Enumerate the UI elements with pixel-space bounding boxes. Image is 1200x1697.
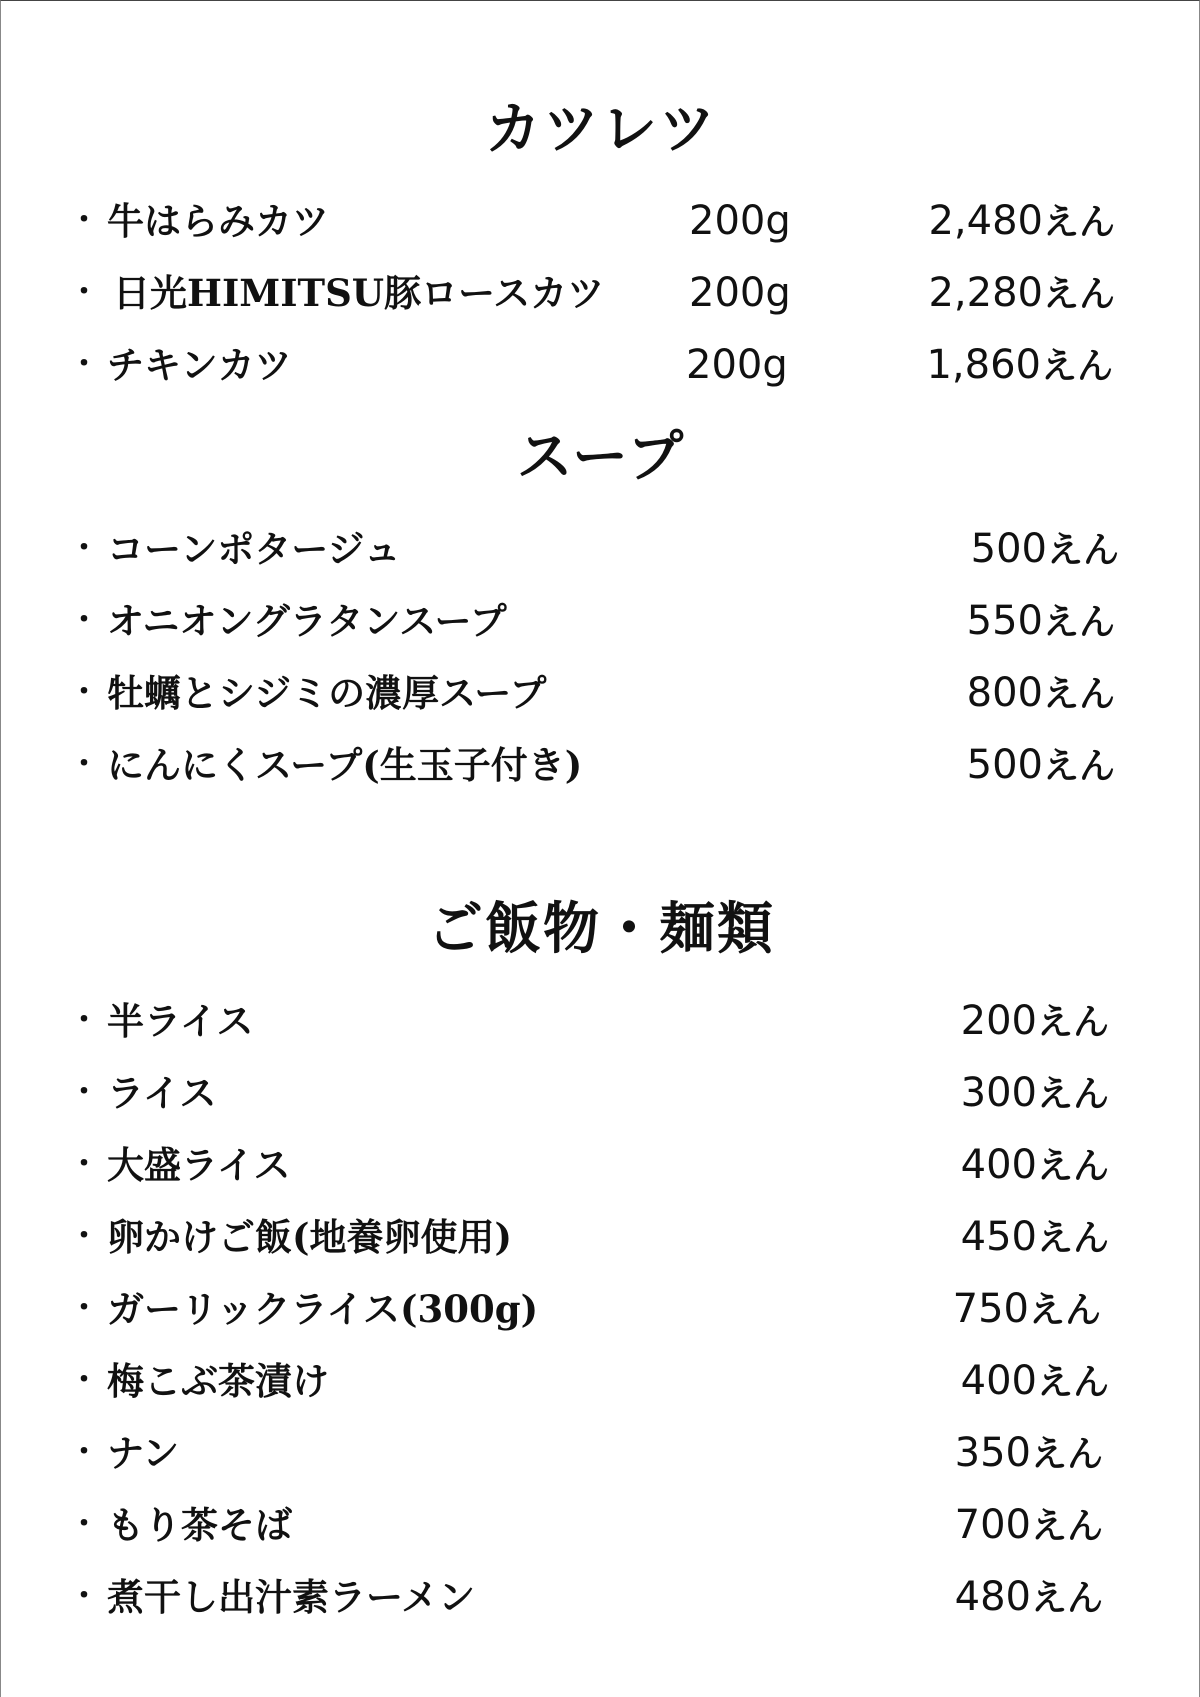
item-price (961, 1351, 1109, 1412)
bullet: ・ (69, 1147, 99, 1182)
item-name: チキンカツ (107, 343, 292, 387)
bullet: ・ (69, 1075, 99, 1110)
bullet: ・ (69, 675, 99, 710)
price-unit: えん (1042, 745, 1115, 787)
menu-item (1, 263, 1200, 323)
price-value: 300 (960, 1070, 1037, 1116)
item-name: もり茶そば (107, 1503, 292, 1547)
menu-item (1, 519, 1200, 579)
price-unit: えん (1042, 273, 1115, 315)
price-unit: えん (1028, 1289, 1101, 1331)
menu-item (1, 1567, 1200, 1627)
item-name: にんにくスープ(生玉子付き) (107, 743, 583, 787)
item-price (928, 263, 1115, 324)
price-unit: えん (1036, 1001, 1109, 1043)
price-value: 800 (966, 670, 1043, 716)
price-unit: えん (1046, 529, 1119, 571)
price-value: 750 (952, 1286, 1029, 1332)
bullet: ・ (69, 1579, 99, 1614)
section-heading-rice-noodles: ご飯物・麺類 (427, 896, 775, 962)
price-unit: えん (1042, 201, 1115, 243)
item-name: 梅こぶ茶漬け (107, 1359, 329, 1403)
bullet: ・ (69, 203, 99, 238)
menu-item (1, 1351, 1200, 1411)
price-value: 400 (960, 1358, 1037, 1404)
item-weight: 200g (686, 342, 788, 388)
price-unit: えん (1040, 345, 1113, 387)
item-price (955, 1423, 1103, 1484)
item-price (953, 1279, 1101, 1340)
item-name: ライス (107, 1071, 217, 1115)
item-name: 大盛ライス (107, 1143, 291, 1187)
item-weight: 200g (689, 270, 791, 316)
menu-item (1, 1063, 1200, 1123)
menu-item (1, 663, 1200, 723)
price-value: 400 (960, 1142, 1037, 1188)
price-value: 2,480 (928, 198, 1043, 244)
price-unit: えん (1042, 673, 1115, 715)
price-value: 550 (966, 598, 1043, 644)
menu-item (1, 1279, 1200, 1339)
menu-item (1, 1423, 1200, 1483)
item-name: 半ライス (107, 999, 254, 1043)
menu-item (1, 735, 1200, 795)
price-unit: えん (1036, 1217, 1109, 1259)
item-weight: 200g (689, 198, 791, 244)
section-heading-soups: スープ (516, 424, 686, 490)
item-name: 牛はらみカツ (107, 199, 329, 243)
item-name: 煮干し出汁素ラーメン (107, 1575, 476, 1619)
item-price (971, 519, 1119, 580)
price-value: 500 (970, 526, 1047, 572)
bullet: ・ (69, 347, 99, 382)
price-unit: えん (1030, 1577, 1103, 1619)
price-value: 480 (954, 1574, 1031, 1620)
menu-item (1, 1495, 1200, 1555)
item-price (955, 1495, 1103, 1556)
bullet: ・ (69, 1363, 99, 1398)
item-price (967, 591, 1115, 652)
menu-item (1, 335, 1200, 395)
item-name: 日光HIMITSU豚ロースカツ (113, 271, 605, 315)
item-price (961, 1063, 1109, 1124)
price-unit: えん (1036, 1145, 1109, 1187)
item-price (928, 191, 1115, 252)
item-name: ガーリックライス(300g) (107, 1287, 539, 1331)
price-value: 500 (966, 742, 1043, 788)
price-value: 350 (954, 1430, 1031, 1476)
price-unit: えん (1030, 1505, 1103, 1547)
bullet: ・ (69, 275, 99, 310)
bullet: ・ (69, 747, 99, 782)
item-price (961, 991, 1109, 1052)
bullet: ・ (69, 1219, 99, 1254)
bullet: ・ (69, 1507, 99, 1542)
item-price (961, 1207, 1109, 1268)
price-unit: えん (1036, 1361, 1109, 1403)
menu-item (1, 191, 1200, 251)
section-heading-cutlets: カツレツ (485, 96, 717, 162)
price-value: 700 (954, 1502, 1031, 1548)
item-name: オニオングラタンスープ (107, 599, 507, 643)
menu-item (1, 1135, 1200, 1195)
price-unit: えん (1036, 1073, 1109, 1115)
item-name: ナン (107, 1431, 180, 1475)
bullet: ・ (69, 531, 99, 566)
price-value: 450 (960, 1214, 1037, 1260)
item-price (961, 1135, 1109, 1196)
item-price (967, 663, 1115, 724)
bullet: ・ (69, 603, 99, 638)
bullet: ・ (69, 1435, 99, 1470)
menu-item (1, 591, 1200, 651)
menu-item (1, 1207, 1200, 1267)
menu-item (1, 991, 1200, 1051)
price-value: 2,280 (928, 270, 1043, 316)
price-unit: えん (1042, 601, 1115, 643)
item-price (967, 735, 1115, 796)
item-price (955, 1567, 1103, 1628)
bullet: ・ (69, 1003, 99, 1038)
bullet: ・ (69, 1291, 99, 1326)
item-name: 牡蠣とシジミの濃厚スープ (107, 671, 547, 715)
price-value: 200 (960, 998, 1037, 1044)
item-price (926, 335, 1113, 396)
price-value: 1,860 (926, 342, 1041, 388)
price-unit: えん (1030, 1433, 1103, 1475)
item-name: 卵かけご飯(地養卵使用) (107, 1215, 513, 1259)
item-name: コーンポタージュ (107, 527, 401, 571)
